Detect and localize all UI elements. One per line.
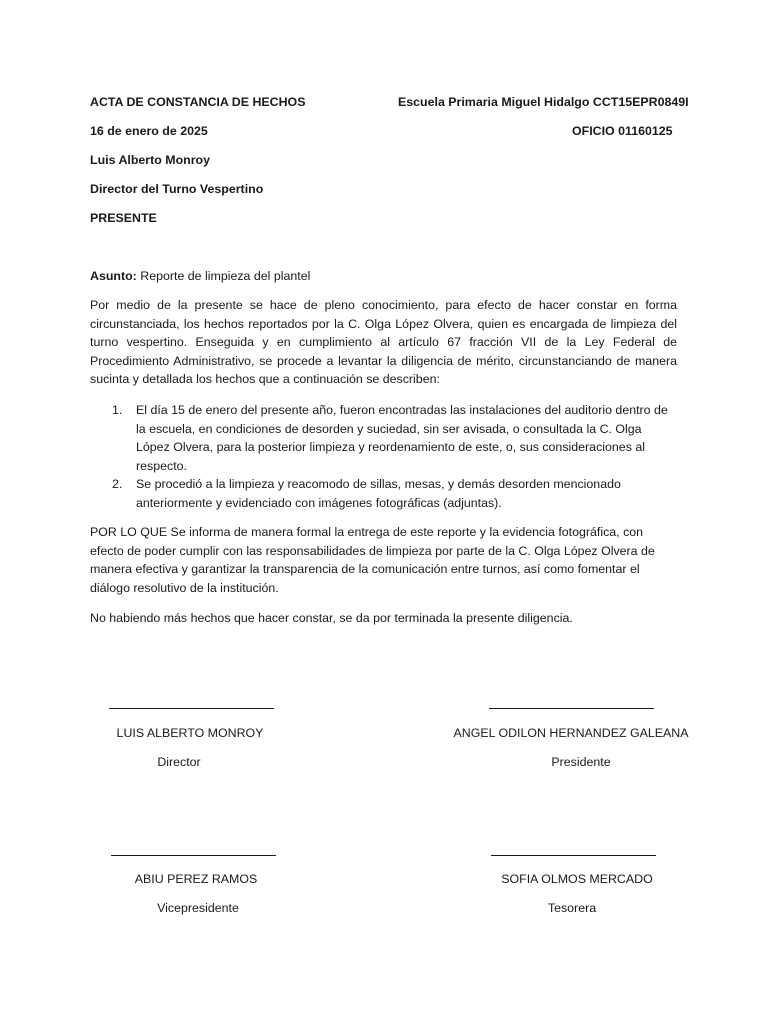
list-item-number: 1. — [112, 403, 123, 417]
list-item-text: El día 15 de enero del presente año, fueron encontradas las instalaciones del auditorio dentro de la escuela, en condiciones de desorden y suciedad, sin ser avisada, o consultada la C. Olga López Olvera, para la posterior limpieza y reordenamiento de este, o, sus consideraciones al respecto. — [136, 403, 668, 473]
signatory-role: Director — [157, 755, 201, 769]
list-item — [90, 475, 677, 512]
signature-line — [489, 708, 654, 709]
school-name: Escuela Primaria Miguel Hidalgo CCT15EPR0849I — [398, 95, 689, 109]
list-item-text: Se procedió a la limpieza y reacomodo de sillas, mesas, y demás desorden mencionado anteriormente y evidenciado con imágenes fotográficas (adjuntas). — [136, 477, 621, 510]
signature-line — [491, 855, 656, 856]
list-item — [90, 401, 677, 475]
signatory-name: ABIU PEREZ RAMOS — [134, 872, 258, 886]
presente-label: PRESENTE — [90, 211, 157, 225]
signature-line — [109, 708, 274, 709]
signatory-role: Vicepresidente — [157, 901, 239, 915]
recipient-role: Director del Turno Vespertino — [90, 182, 264, 196]
signatory-role: Tesorera — [547, 901, 597, 915]
body-paragraph-2: POR LO QUE Se informa de manera formal la entrega de este reporte y la evidencia fotográfica, con efecto de poder cumplir con las responsabilidades de limpieza por parte de la C. Olga López Olvera de manera efectiva y garantizar la transparencia de la comunicación entre turnos, así como fomentar el diálogo resolutivo de la institución. — [90, 525, 655, 595]
list-item-number: 2. — [112, 477, 123, 492]
signatory-role: Presidente — [551, 755, 611, 769]
signatory-name: ANGEL ODILON HERNANDEZ GALEANA — [453, 726, 689, 740]
subject-line — [90, 269, 310, 284]
subject-label: Asunto: — [90, 269, 137, 283]
signatory-name: SOFIA OLMOS MERCADO — [501, 872, 653, 886]
subject-text: Reporte de limpieza del plantel — [136, 269, 311, 283]
body-paragraph-1: Por medio de la presente se hace de pleno conocimiento, para efecto de hacer constar en forma circunstanciada, los hechos reportados por la C. Olga López Olvera, quien es encargada de limpieza del turno vespertino. Enseguida y en cumplimiento al artículo 67 fracción VII de la Ley Federal de Procedimiento Administrativo, se procede a levantar la diligencia de mérito, circunstanciando de manera sucinta y detallada los hechos que a continuación se describen: — [90, 298, 677, 387]
document-title: ACTA DE CONSTANCIA DE HECHOS — [90, 95, 306, 109]
body-paragraph-3: No habiendo más hechos que hacer constar, se da por terminada la presente diligencia. — [90, 611, 573, 625]
facts-list — [90, 401, 677, 513]
document-date: 16 de enero de 2025 — [90, 124, 208, 138]
recipient-name: Luis Alberto Monroy — [90, 153, 211, 167]
signature-line — [111, 855, 276, 856]
oficio-number: OFICIO 01160125 — [572, 124, 673, 138]
signatory-name: LUIS ALBERTO MONROY — [116, 726, 264, 740]
